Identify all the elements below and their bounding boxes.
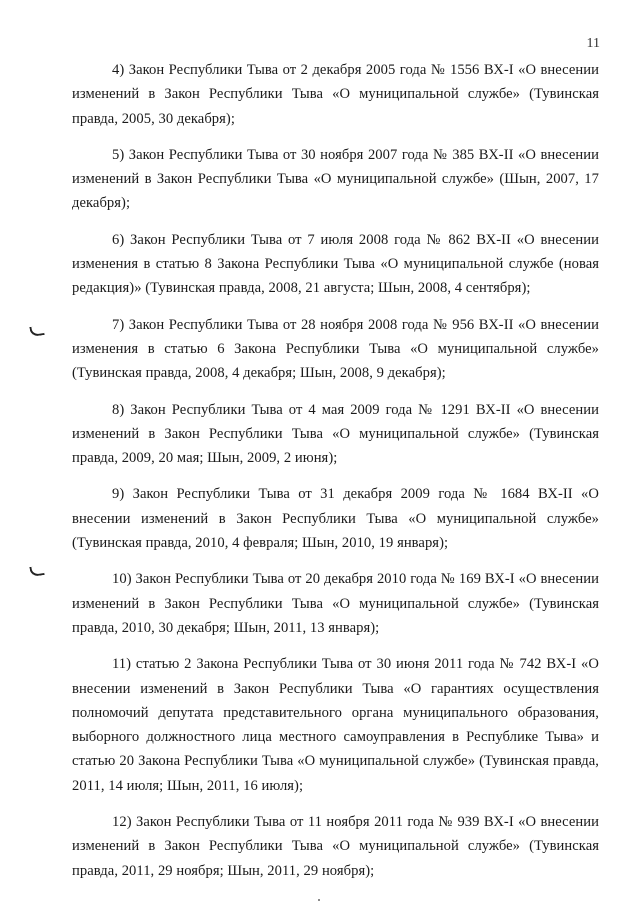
scan-artifact-dot — [318, 899, 320, 901]
list-item: 9) Закон Республики Тыва от 31 декабря 2009 года № 1684 ВХ-II «О внесении изменений в Закон Республики Тыва «О муниципальной службе» (Тувинская правда, 2010, 4 февраля; Шын, 2010, 19 января); — [72, 486, 599, 552]
list-item: 4) Закон Республики Тыва от 2 декабря 2005 года № 1556 ВХ-I «О внесении изменений в Закон Республики Тыва «О муниципальной службе» (Тувинская правда, 2005, 30 декабря); — [72, 62, 599, 127]
list-item: 7) Закон Республики Тыва от 28 ноября 2008 года № 956 ВХ-II «О внесении изменения в статью 6 Закона Республики Тыва «О муниципальной службе» (Тувинская правда, 2008, 4 декабря; Шын, 2008, 9 декабря); — [72, 316, 599, 382]
page-number: 11 — [586, 36, 600, 51]
list-item: 5) Закон Республики Тыва от 30 ноября 2007 года № 385 ВХ-II «О внесении изменений в Закон Республики Тыва «О муниципальной службе» (Шын, 2007, 17 декабря); — [72, 146, 599, 212]
list-item: 10) Закон Республики Тыва от 20 декабря 2010 года № 169 ВХ-I «О внесении изменений в Закон Республики Тыва «О муниципальной службе» (Тувинская правда, 2010, 30 декабря; Шын, 2011, 13 января); — [72, 571, 599, 636]
list-item: 11) статью 2 Закона Республики Тыва от 30 июня 2011 года № 742 ВХ-I «О внесении изменений в Закон Республики Тыва «О гарантиях осуществления полномочий депутата представительного органа муниципального образования, выборного должностного лица местного самоуправления в Республике Тыва» и статью 20 Закона Республики Тыва «О муниципальной службе» (Тувинская правда, 2011, 14 июля; Шын, 2011, 16 июля); — [72, 656, 599, 794]
margin-binding-mark — [29, 565, 44, 577]
list-item: 12) Закон Республики Тыва от 11 ноября 2011 года № 939 ВХ-I «О внесении изменений в Закон Республики Тыва «О муниципальной службе» (Тувинская правда, 2011, 29 ноября; Шын, 2011, 29 ноября); — [72, 814, 599, 879]
law-list — [72, 58, 599, 895]
margin-binding-mark — [29, 325, 44, 337]
list-item: 6) Закон Республики Тыва от 7 июля 2008 года № 862 ВХ-II «О внесении изменения в статью 8 Закона Республики Тыва «О муниципальной службе (новая редакция)» (Тувинская правда, 2008, 21 августа; Шын, 2008, 4 сентября); — [72, 231, 599, 297]
list-item: 8) Закон Республики Тыва от 4 мая 2009 года № 1291 ВХ-II «О внесении изменений в Закон Республики Тыва «О муниципальной службе» (Тувинская правда, 2009, 20 мая; Шын, 2009, 2 июня); — [72, 401, 599, 467]
